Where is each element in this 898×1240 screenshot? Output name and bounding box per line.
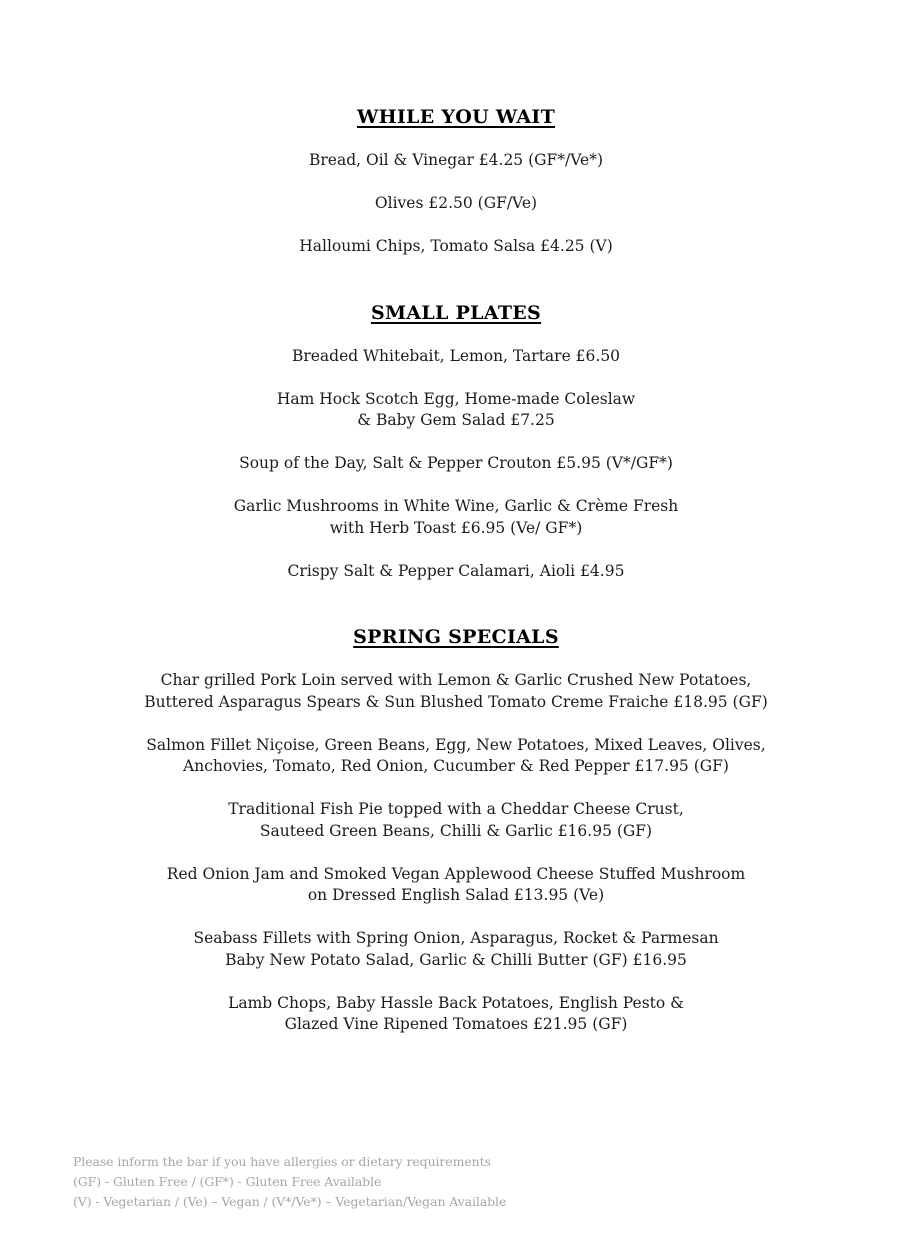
menu-item-line: Seabass Fillets with Spring Onion, Asparagus, Rocket & Parmesan (193, 929, 719, 947)
menu-item-line: Baby New Potato Salad, Garlic & Chilli Butter (GF) £16.95 (225, 950, 687, 969)
menu-item-line: Bread, Oil & Vinegar £4.25 (GF*/Ve*) (309, 151, 603, 169)
menu-item (14, 236, 898, 258)
menu-item-line: with Herb Toast £6.95 (Ve/ GF*) (329, 518, 583, 537)
menu-section (14, 625, 898, 1036)
menu-item (14, 150, 898, 172)
menu-section (14, 105, 898, 258)
menu-item-line: & Baby Gem Salad £7.25 (357, 411, 555, 429)
menu-item-line: Lamb Chops, Baby Hassle Back Potatoes, English Pesto & (228, 993, 684, 1012)
menu-item (14, 799, 898, 842)
menu-item (14, 670, 898, 713)
menu-item-line: Traditional Fish Pie topped with a Cheddar Cheese Crust, (228, 800, 684, 818)
menu-item-line: Ham Hock Scotch Egg, Home-made Coleslaw (276, 389, 636, 408)
menu-item-line: on Dressed English Salad £13.95 (Ve) (307, 886, 605, 904)
menu-item (14, 496, 898, 539)
section-title: WHILE YOU WAIT (356, 106, 556, 128)
footer-note-line: (V) - Vegetarian / (Ve) – Vegan / (V*/Ve*) – Vegetarian/Vegan Available (73, 1194, 507, 1209)
menu-item-line: Char grilled Pork Loin served with Lemon & Garlic Crushed New Potatoes, (160, 671, 752, 689)
menu-item-line: Garlic Mushrooms in White Wine, Garlic & Crème Fresh (233, 497, 679, 515)
menu-item-line: Breaded Whitebait, Lemon, Tartare £6.50 (291, 346, 621, 365)
menu-item (14, 928, 898, 971)
menu-item-line: Sauteed Green Beans, Chilli & Garlic £16.95 (GF) (259, 821, 653, 840)
menu-item-line: Olives £2.50 (GF/Ve) (374, 194, 538, 212)
menu-item-line: Glazed Vine Ripened Tomatoes £21.95 (GF) (284, 1015, 628, 1033)
section-items (14, 150, 898, 258)
menu-item (14, 453, 898, 475)
menu-item (14, 735, 898, 778)
menu-item (14, 561, 898, 583)
menu-item-line: Halloumi Chips, Tomato Salsa £4.25 (V) (299, 237, 613, 255)
menu-item-line: Buttered Asparagus Spears & Sun Blushed Tomato Creme Fraiche £18.95 (GF) (144, 692, 768, 711)
allergy-footer (73, 1152, 506, 1212)
menu-item-line: Salmon Fillet Niçoise, Green Beans, Egg, New Potatoes, Mixed Leaves, Olives, (146, 735, 766, 754)
menu-item (14, 389, 898, 432)
menu-item-line: Crispy Salt & Pepper Calamari, Aioli £4.95 (287, 561, 625, 580)
section-title: SMALL PLATES (370, 301, 542, 324)
section-items (14, 670, 898, 1036)
section-items (14, 346, 898, 583)
menu-item (14, 346, 898, 368)
footer-note-line: (GF) - Gluten Free / (GF*) - Gluten Free Available (73, 1174, 382, 1189)
menu-item (14, 993, 898, 1036)
section-title: SPRING SPECIALS (353, 626, 559, 648)
menu-item-line: Red Onion Jam and Smoked Vegan Applewood Cheese Stuffed Mushroom (166, 864, 746, 883)
menu-item (14, 864, 898, 907)
menu-item-line: Anchovies, Tomato, Red Onion, Cucumber & Red Pepper £17.95 (GF) (183, 757, 729, 775)
menu-item-line: Soup of the Day, Salt & Pepper Crouton £5.95 (V*/GF*) (239, 454, 673, 472)
menu-section (14, 301, 898, 583)
footer-note-line: Please inform the bar if you have allergies or dietary requirements (73, 1154, 491, 1169)
menu-item (14, 193, 898, 215)
